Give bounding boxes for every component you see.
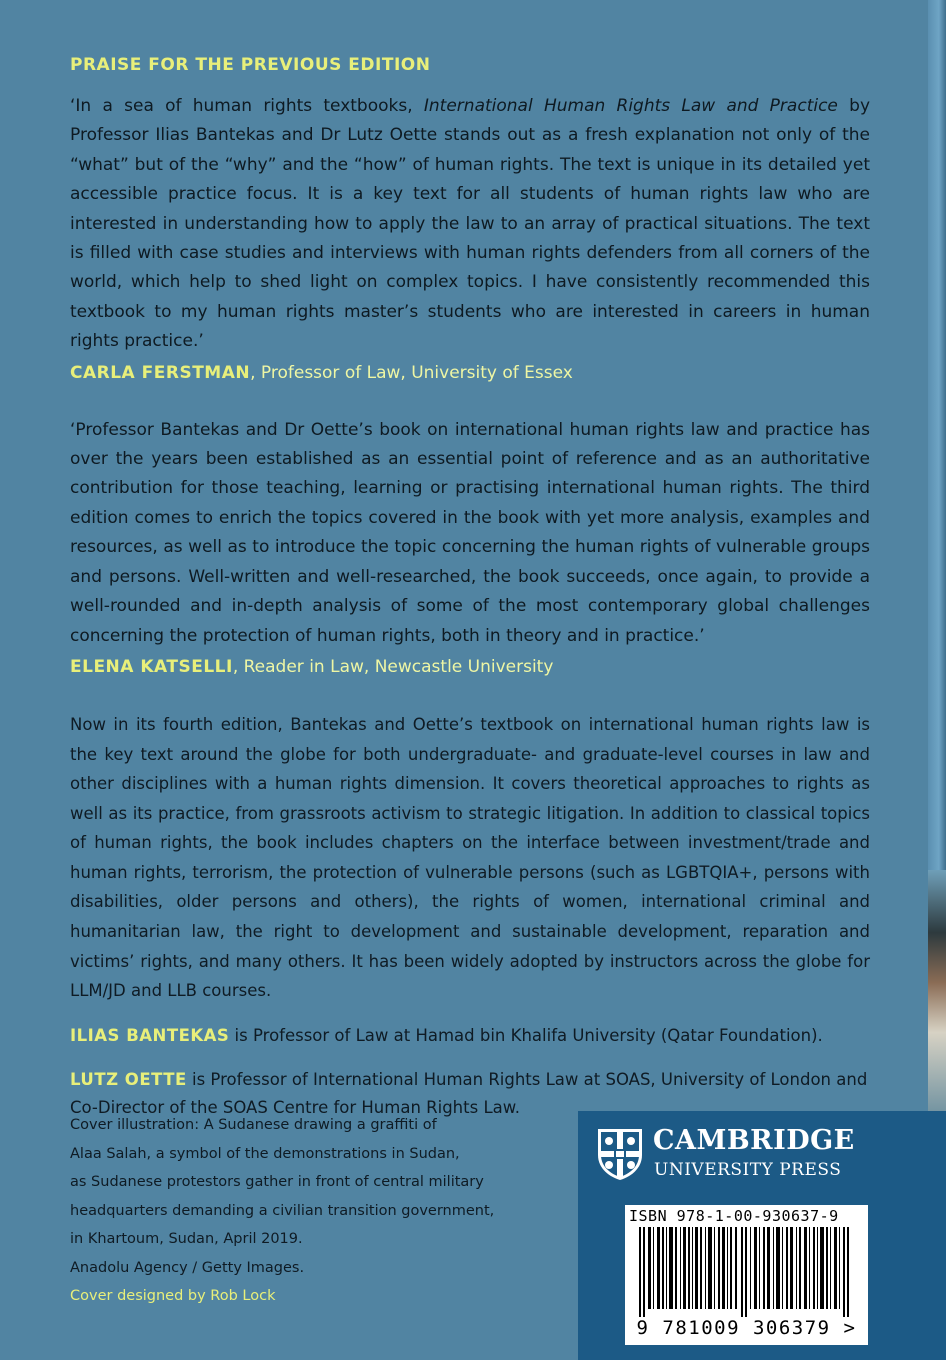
review-attribution-1 [70, 360, 870, 386]
isbn-barcode [625, 1205, 868, 1345]
author-bio-text: is Professor of Law at Hamad bin Khalifa University (Qatar Foundation). [229, 1025, 823, 1045]
credit-line: Anadolu Agency / Getty Images. [70, 1259, 305, 1276]
praise-heading: PRAISE FOR THE PREVIOUS EDITION [70, 55, 431, 75]
review-quote-1 [70, 92, 870, 357]
book-description: Now in its fourth edition, Bantekas and Oette’s textbook on international human rights law is the key text around the globe for both undergraduate- and graduate-level courses in law and other disciplines with a human rights dimension. It covers theoretical approaches to rights as well as its practice, from grassroots activism to strategic litigation. In addition to classical topics of human rights, the book includes chapters on the interface between investment/trade and human rights, terrorism, the protection of vulnerable persons (such as LGBTQIA+, persons with disabilities, older persons and others), the rights of women, international criminal and humanitarian law, the right to development and sustainable development, reparation and victims’ rights, and many others. It has been widely adopted by instructors across the globe for LLM/JD and LLB courses. [70, 714, 870, 1001]
author-name: LUTZ OETTE [70, 1069, 187, 1089]
credit-line: as Sudanese protestors gather in front of central military [70, 1174, 484, 1190]
reviewer-role: , Reader in Law, Newcastle University [232, 656, 554, 677]
quote-1-opening: ‘In a sea of human rights textbooks, [70, 96, 424, 116]
quote-1-text: by Professor Ilias Bantekas and Dr Lutz Oette stands out as a fresh explanation not only of the “what” but of the “why” and the “how” of human rights. The text is unique in its detailed yet accessible practice focus. It is a key text for all students of human rights law who are interested in understanding how to apply the law to an array of practical situations. The text is filled with case studies and interviews with human rights defenders from all corners of the world, which help to shed light on complex topics. I have consistently recommended this textbook to my human rights master’s students who are interested in careers in human rights practice.’ [70, 96, 870, 352]
credit-line: Cover illustration: A Sudanese drawing a graffiti of [70, 1117, 437, 1133]
author-bio-1 [70, 1022, 870, 1050]
reviewer-role: , Professor of Law, University of Essex [250, 362, 573, 383]
author-bio-text: is Professor of International Human Rights Law at SOAS, University of London and Co-Director of the SOAS Centre for Human Rights Law. [70, 1069, 868, 1117]
barcode-bars [625, 1227, 868, 1317]
publisher-name: CAMBRIDGE [653, 1125, 855, 1156]
reviewer-name: CARLA FERSTMAN [70, 362, 251, 383]
cover-illustration-edge [928, 870, 946, 1120]
credit-line: Alaa Salah, a symbol of the demonstrations in Sudan, [70, 1145, 460, 1162]
ean-number: 9 781009 306379 > [636, 1317, 857, 1339]
review-attribution-2 [70, 654, 870, 680]
isbn-label: ISBN 978-1-00-930637-9 [629, 1207, 839, 1225]
review-quote-2: ‘Professor Bantekas and Dr Oette’s book on international human rights law and practice has over the years been established as an essential point of reference and as an authoritative contribution for those teaching, learning or practising international human rights. The third edition comes to enrich the topics covered in the book with yet more analysis, examples and resources, as well as to introduce the topic concerning the human rights of vulnerable groups and persons. Well-written and well-researched, the book succeeds, once again, to provide a well-rounded and in-depth analysis of some of the most contemporary global challenges concerning the protection of human rights, both in theory and in practice.’ [70, 419, 870, 646]
book-title: International Human Rights Law and Practice [423, 96, 838, 116]
author-name: ILIAS BANTEKAS [70, 1025, 230, 1045]
cover-designer: Cover designed by Rob Lock [70, 1288, 276, 1304]
reviewer-name: ELENA KATSELLI [70, 656, 233, 677]
publisher-subname: UNIVERSITY PRESS [654, 1160, 842, 1180]
credit-line: headquarters demanding a civilian transition government, [70, 1202, 495, 1219]
publisher-panel [578, 1111, 946, 1360]
back-cover-text [70, 52, 870, 1122]
cover-credits [70, 1111, 510, 1311]
university-crest-icon [596, 1127, 644, 1181]
credit-line: in Khartoum, Sudan, April 2019. [70, 1231, 303, 1247]
